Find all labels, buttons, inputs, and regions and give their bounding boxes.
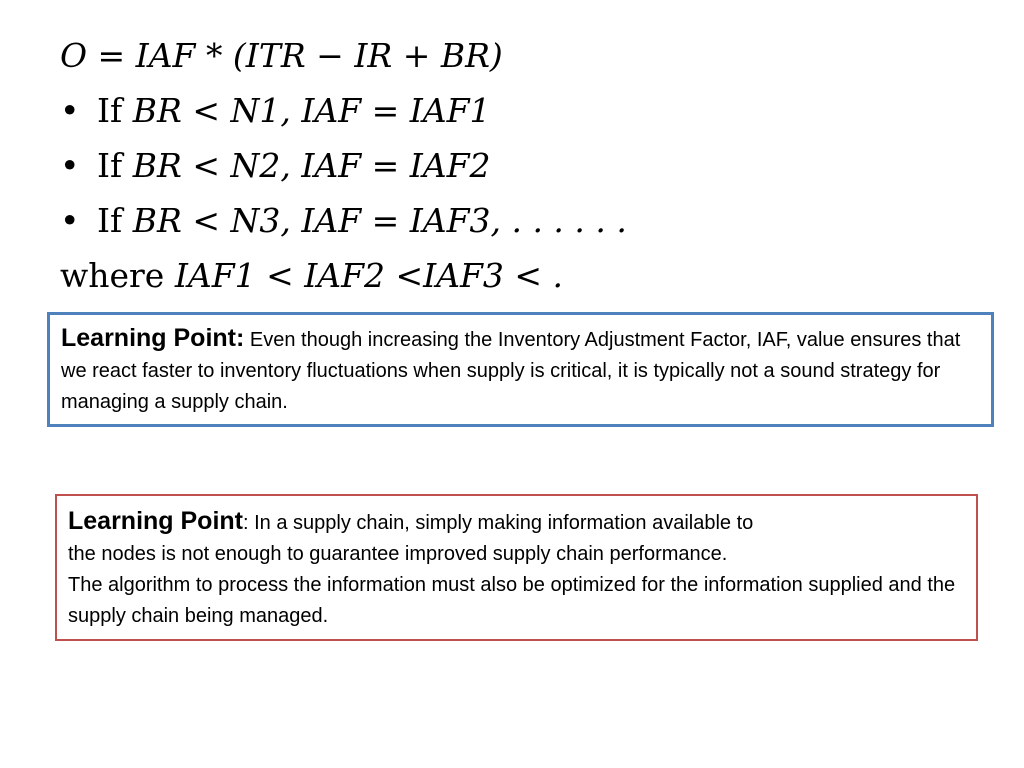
condition-bullet-2 [60, 138, 960, 193]
condition-prefix: If [97, 146, 133, 185]
learning-point-box-1 [47, 312, 994, 427]
learning-point-text-line-3: The algorithm to process the information must also be optimized for the information supplied and the supply chain being managed. [68, 574, 956, 627]
learning-point-text-line-2: the nodes is not enough to guarantee improved supply chain performance. [68, 543, 728, 565]
bullet-marker: • [60, 201, 80, 240]
equation-line: O = IAF * (ITR − IR + BR) [60, 36, 503, 75]
bullet-marker: • [60, 146, 80, 185]
learning-point-text: Even though increasing the Inventory Adjustment Factor, IAF, value ensures that we react faster to inventory fluctuations when supply is critical, it is typically not a sound strategy for managing a supply chain. [61, 329, 961, 413]
condition-expression: BR < N1, IAF = IAF1 [132, 91, 491, 130]
condition-expression: BR < N3, IAF = IAF3, . . . . . . [132, 201, 627, 240]
learning-point-box-2 [55, 494, 978, 641]
learning-point-text-line-1: : In a supply chain, simply making information available to [243, 512, 754, 534]
where-line [60, 248, 960, 303]
bullet-marker: • [60, 91, 80, 130]
where-expression: IAF1 < IAF2 <IAF3 < . [174, 256, 563, 295]
condition-bullet-1 [60, 83, 960, 138]
condition-prefix: If [97, 91, 133, 130]
condition-prefix: If [97, 201, 133, 240]
learning-point-heading: Learning Point: [61, 324, 245, 352]
formula-block [60, 28, 960, 303]
learning-point-heading: Learning Point [68, 507, 243, 535]
where-word: where [60, 256, 175, 295]
condition-bullet-3 [60, 193, 960, 248]
condition-expression: BR < N2, IAF = IAF2 [132, 146, 491, 185]
